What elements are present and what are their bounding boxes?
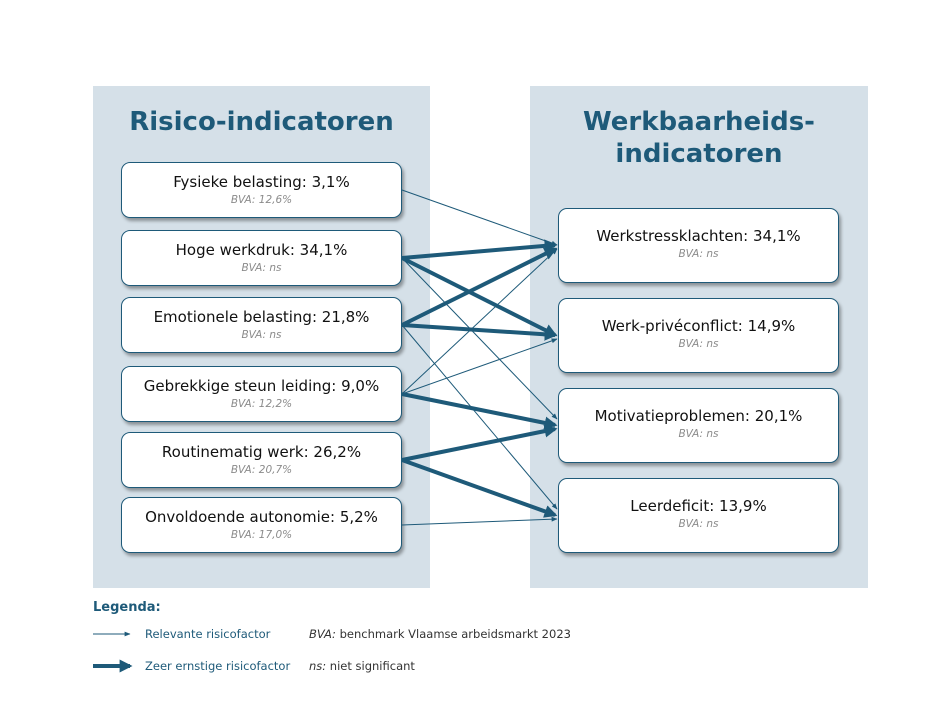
workability-bva: BVA: ns xyxy=(678,338,719,350)
risk-bva: BVA: 17,0% xyxy=(230,529,293,541)
risk-label: Gebrekkige steun leiding: 9,0% xyxy=(143,377,380,395)
risk-indicators-title: Risico-indicatoren xyxy=(129,107,394,137)
relevant-arrow-2-to-3 xyxy=(402,325,557,509)
legend-title: Legenda: xyxy=(93,600,161,615)
legend-bva-abbr: BVA: xyxy=(309,627,336,641)
workability-bva: BVA: ns xyxy=(678,518,719,530)
severe-arrow-1-to-1 xyxy=(402,258,555,335)
risk-label: Onvoldoende autonomie: 5,2% xyxy=(145,508,378,526)
risk-label: Fysieke belasting: 3,1% xyxy=(173,173,350,191)
risk-label: Emotionele belasting: 21,8% xyxy=(153,308,370,326)
legend-severe-label: Zeer ernstige risicofactor xyxy=(145,659,291,673)
legend-bva-note xyxy=(309,627,571,641)
legend-ns-text: niet significant xyxy=(326,659,415,673)
legend-relevant-label: Relevante risicofactor xyxy=(145,627,271,641)
severe-arrow-1-to-0 xyxy=(402,245,555,258)
severe-arrow-4-to-2 xyxy=(402,429,555,460)
workability-title-line1: Werkbaarheids- xyxy=(583,107,815,137)
workability-bva: BVA: ns xyxy=(678,428,719,440)
relevant-arrow-3-to-1 xyxy=(402,339,557,394)
risk-bva: BVA: 12,6% xyxy=(230,194,293,206)
severe-arrow-3-to-2 xyxy=(402,394,555,425)
workability-label: Motivatieproblemen: 20,1% xyxy=(594,407,803,425)
legend-bva-text: benchmark Vlaamse arbeidsmarkt 2023 xyxy=(335,627,571,641)
workability-label: Leerdeficit: 13,9% xyxy=(630,497,767,515)
legend-ns-note xyxy=(309,659,415,673)
severe-arrow-4-to-3 xyxy=(402,460,555,515)
legend-ns-abbr: ns: xyxy=(309,659,327,673)
workability-title-line2: indicatoren xyxy=(615,139,783,169)
workability-label: Werk-privéconflict: 14,9% xyxy=(601,317,796,335)
workability-label: Werkstressklachten: 34,1% xyxy=(596,227,801,245)
risk-bva: BVA: 20,7% xyxy=(230,464,293,476)
risk-label: Routinematig werk: 26,2% xyxy=(161,443,362,461)
relevant-arrow-0-to-0 xyxy=(402,190,557,245)
risk-label: Hoge werkdruk: 34,1% xyxy=(175,241,348,259)
risk-bva: BVA: 12,2% xyxy=(230,398,293,410)
risk-bva: BVA: ns xyxy=(241,329,282,341)
severe-arrow-2-to-0 xyxy=(402,249,555,325)
relevant-arrow-1-to-2 xyxy=(402,258,557,419)
severe-arrow-2-to-1 xyxy=(402,325,555,335)
workability-bva: BVA: ns xyxy=(678,248,719,260)
risk-bva: BVA: ns xyxy=(241,262,282,274)
relevant-arrow-5-to-3 xyxy=(402,519,557,525)
